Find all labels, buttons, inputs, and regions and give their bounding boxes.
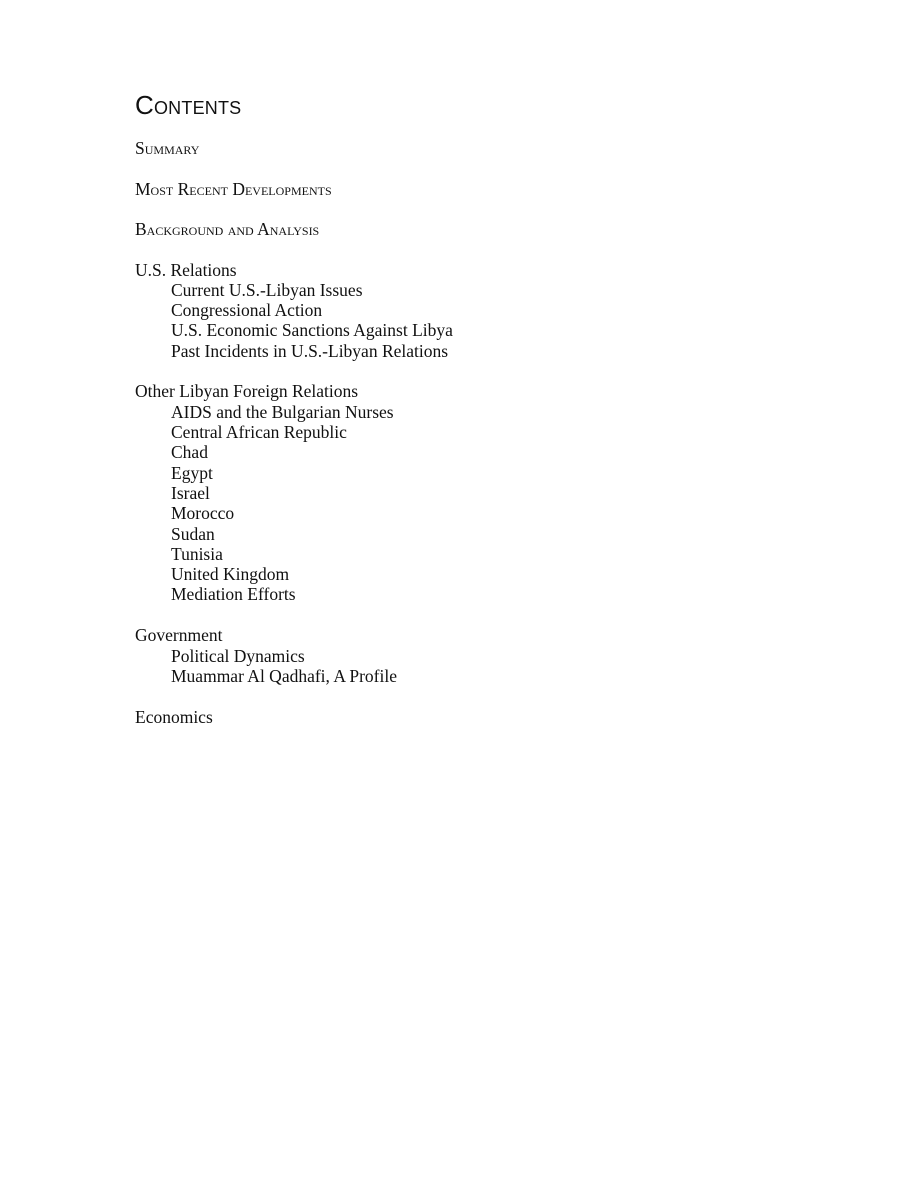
toc-sublist-us-relations (135, 280, 835, 361)
toc-section-us-relations (135, 260, 835, 361)
toc-link-political-dynamics[interactable]: Political Dynamics (171, 645, 305, 666)
toc-section-economics (135, 707, 835, 727)
toc-link-congressional-action[interactable]: Congressional Action (171, 300, 323, 321)
contents-title: Contents (135, 90, 242, 120)
toc-link-tunisia[interactable]: Tunisia (171, 543, 223, 564)
toc-link-economics[interactable]: Economics (135, 706, 213, 727)
toc-link-egypt[interactable]: Egypt (171, 462, 213, 483)
toc-section-foreign-relations (135, 381, 835, 604)
toc-link-aids-bulgarian-nurses[interactable]: AIDS and the Bulgarian Nurses (171, 401, 394, 422)
toc-link-sudan[interactable]: Sudan (171, 523, 215, 544)
toc-link-government[interactable]: Government (135, 625, 223, 646)
toc-section-government (135, 625, 835, 686)
toc-link-most-recent-developments[interactable]: Most Recent Developments (135, 178, 332, 199)
toc-link-qadhafi-profile[interactable]: Muammar Al Qadhafi, A Profile (171, 665, 398, 686)
toc-link-central-african-republic[interactable]: Central African Republic (171, 422, 347, 443)
toc-link-current-us-libyan-issues[interactable]: Current U.S.-Libyan Issues (171, 279, 363, 300)
toc-link-other-libyan-foreign-relations[interactable]: Other Libyan Foreign Relations (135, 381, 359, 402)
toc-link-past-incidents[interactable]: Past Incidents in U.S.-Libyan Relations (171, 340, 449, 361)
toc-link-summary[interactable]: Summary (135, 138, 200, 158)
toc-link-mediation-efforts[interactable]: Mediation Efforts (171, 584, 296, 605)
toc-link-us-economic-sanctions[interactable]: U.S. Economic Sanctions Against Libya (171, 320, 453, 341)
toc-sublist-government (135, 646, 835, 687)
toc-link-chad[interactable]: Chad (171, 442, 208, 463)
toc-link-background-and-analysis[interactable]: Background and Analysis (135, 219, 320, 239)
toc-sublist-foreign-relations (135, 402, 835, 605)
toc-link-united-kingdom[interactable]: United Kingdom (171, 564, 290, 585)
toc-link-morocco[interactable]: Morocco (171, 503, 235, 524)
toc-link-us-relations[interactable]: U.S. Relations (135, 259, 237, 280)
toc-link-israel[interactable]: Israel (171, 482, 210, 503)
toc-page (135, 88, 835, 747)
